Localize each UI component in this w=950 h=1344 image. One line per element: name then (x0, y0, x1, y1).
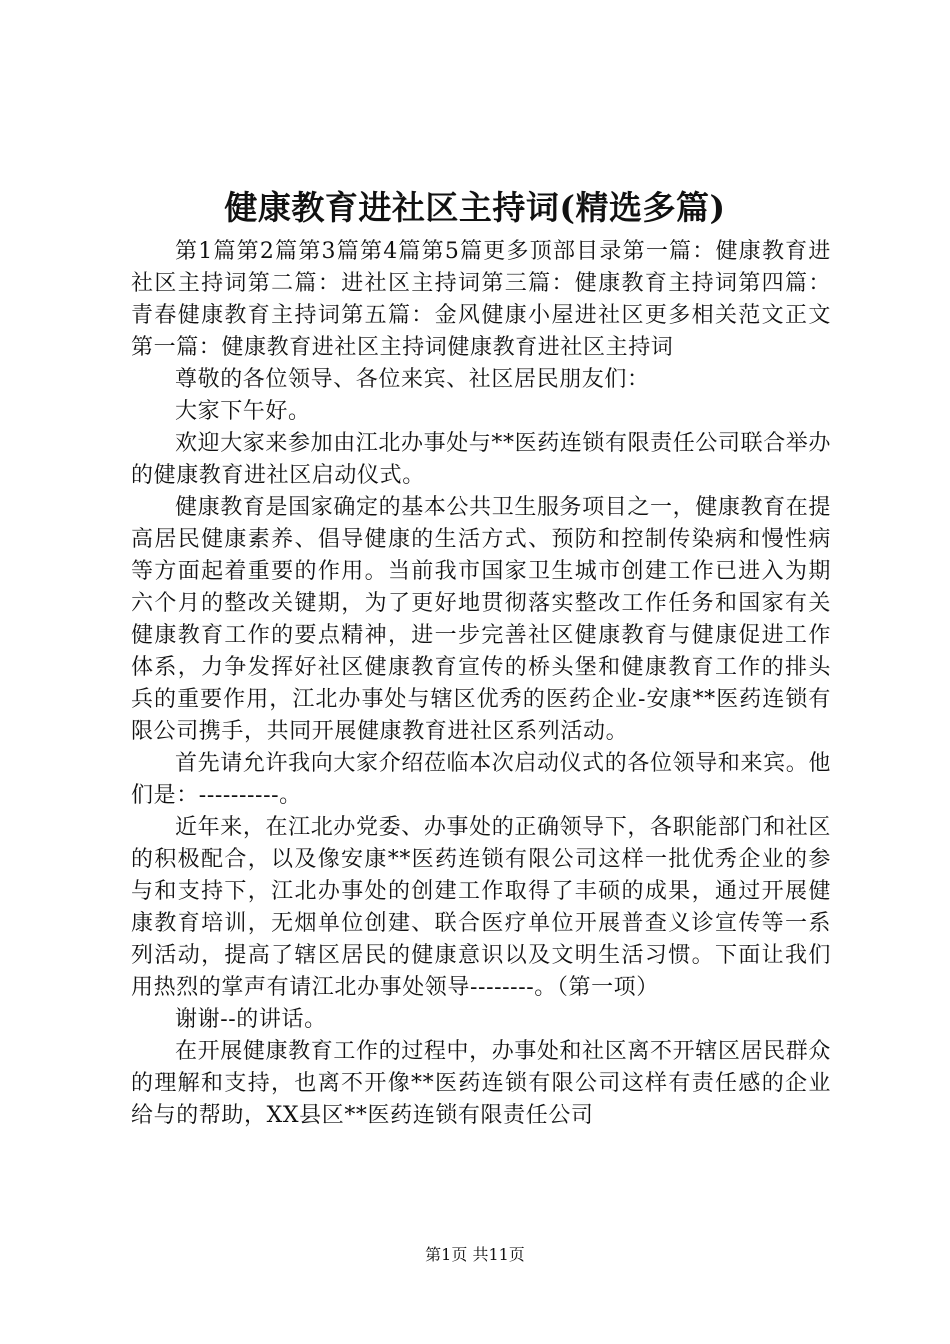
page-number-footer: 第1页 共11页 (425, 1245, 525, 1264)
paragraph-welcome: 欢迎大家来参加由江北办事处与**医药连锁有限责任公司联合举办的健康教育进社区启动仪式。 (131, 431, 832, 488)
paragraph-health-education: 健康教育是国家确定的基本公共卫生服务项目之一，健康教育在提高居民健康素养、倡导健康的生活方式、预防和控制传染病和慢性病等方面起着重要的作用。当前我市国家卫生城市创建工作已进入为期六个月的整改关键期，为了更好地贯彻落实整改工作任务和国家有关健康教育工作的要点精神，进一步完善社区健康教育与健康促进工作体系，力争发挥好社区健康教育宣传的桥头堡和健康教育工作的排头兵的重要作用，江北办事处与辖区优秀的医药企业-安康**医药连锁有限公司携手，共同开展健康教育进社区系列活动。 (131, 495, 831, 744)
paragraph-thanks: 谢谢--的讲话。 (175, 1007, 327, 1032)
document-title: 健康教育进社区主持词(精选多篇) (224, 188, 726, 227)
paragraph-salutation: 尊敬的各位领导、各位来宾、社区居民朋友们： (175, 367, 650, 392)
paragraph-support: 在开展健康教育工作的过程中，办事处和社区离不开辖区居民群众的理解和支持，也离不开像**医药连锁有限公司这样有责任感的企业给与的帮助，XX县区**医药连锁有限责任公司 (131, 1039, 831, 1128)
paragraph-greeting: 大家下午好。 (175, 399, 311, 424)
paragraph-achievements: 近年来，在江北办党委、办事处的正确领导下，各职能部门和社区的积极配合，以及像安康**医药连锁有限公司这样一批优秀企业的参与和支持下，江北办事处的创建工作取得了丰硕的成果，通过开展健康教育培训，无烟单位创建、联合医疗单位开展普查义诊宣传等一系列活动，提高了辖区居民的健康意识以及文明生活习惯。下面让我们用热烈的掌声有请江北办事处领导--------。（第一项） (131, 815, 831, 1000)
paragraph-toc: 第1篇第2篇第3篇第4篇第5篇更多顶部目录第一篇：健康教育进社区主持词第二篇：进社区主持词第三篇：健康教育主持词第四篇：青春健康教育主持词第五篇：金风健康小屋进社区更多相关范文正文第一篇：健康教育进社区主持词健康教育进社区主持词 (131, 239, 831, 360)
paragraph-introduce-guests: 首先请允许我向大家介绍莅临本次启动仪式的各位领导和来宾。他们是：----------。 (131, 751, 831, 808)
document-body (131, 236, 831, 1132)
